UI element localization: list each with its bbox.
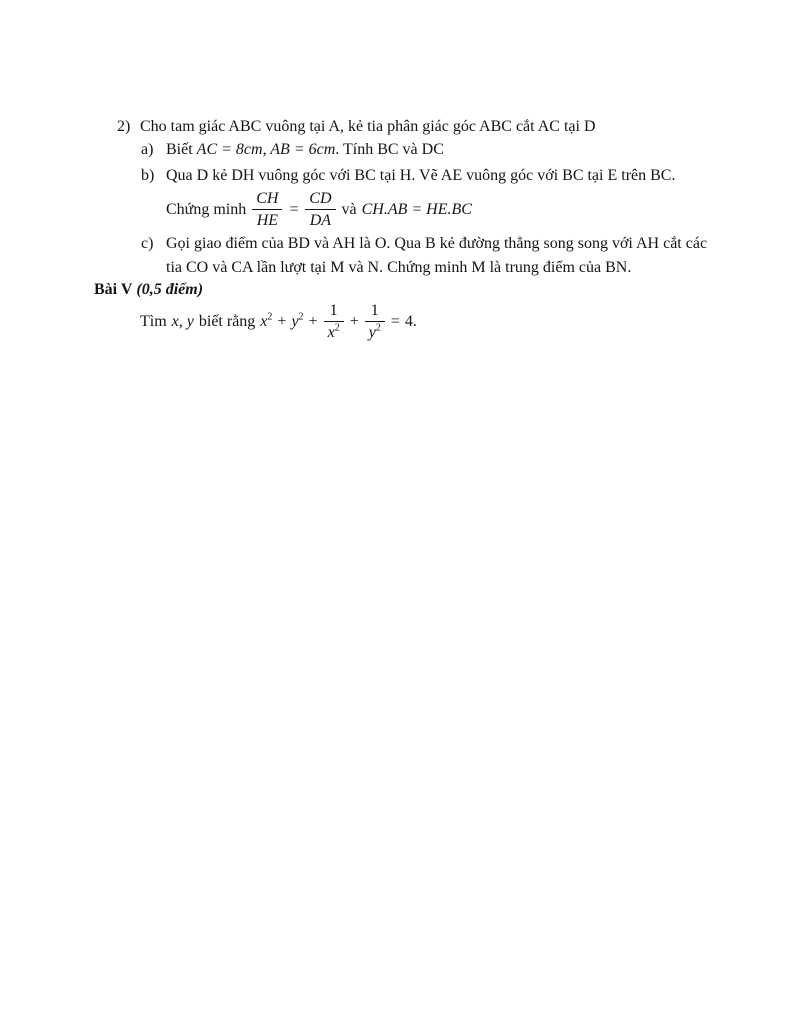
part-b-marker: b) bbox=[141, 167, 155, 184]
part-a-text bbox=[166, 141, 444, 158]
part-c-line2: tia CO và CA lần lượt tại M và N. Chứng minh M là trung điểm của BN. bbox=[166, 259, 632, 276]
part-a-math: AC = 8cm, AB = 6cm bbox=[196, 141, 336, 158]
task-variables: x, y bbox=[171, 312, 194, 330]
part-b bbox=[141, 166, 675, 186]
fraction-denominator: $y^2$ bbox=[368, 322, 381, 341]
problem-5-title: Bài V bbox=[94, 281, 133, 298]
proof-connector: và bbox=[341, 200, 357, 218]
problem-5-points: (0,5 điểm) bbox=[136, 281, 204, 298]
part-a-prefix: Biết bbox=[166, 141, 197, 158]
fraction-numerator: CD bbox=[305, 190, 335, 210]
proof-equation: CH.AB = HE.BC bbox=[361, 200, 472, 218]
part-b-text: Qua D kẻ DH vuông góc với BC tại H. Vẽ AE vuông góc với BC tại E trên BC. bbox=[166, 167, 676, 184]
problem-5-heading bbox=[94, 280, 203, 300]
part-c-marker: c) bbox=[141, 235, 154, 252]
task-lead: Tìm bbox=[140, 312, 167, 330]
plus-operator: + bbox=[308, 312, 318, 330]
part-a-suffix: . Tính BC và DC bbox=[335, 141, 444, 158]
plus-operator: + bbox=[277, 312, 287, 330]
term-y-squared: $y^2$ bbox=[291, 311, 304, 330]
part-c bbox=[141, 234, 707, 254]
task-mid: biết rằng bbox=[198, 312, 256, 330]
problem-5-task bbox=[140, 302, 417, 341]
fraction-numerator: 1 bbox=[365, 302, 385, 322]
problem-2-header bbox=[117, 117, 596, 137]
fraction-ch-he bbox=[252, 190, 282, 229]
fraction-denominator: DA bbox=[309, 212, 332, 229]
fraction-numerator: 1 bbox=[324, 302, 344, 322]
fraction-numerator: CH bbox=[252, 190, 282, 210]
result-value: 4. bbox=[404, 312, 417, 330]
fraction-denominator: HE bbox=[256, 212, 279, 229]
plus-operator: + bbox=[349, 312, 359, 330]
part-c-continued bbox=[166, 258, 631, 278]
problem-2-number: 2) bbox=[117, 118, 131, 135]
fraction-cd-da bbox=[305, 190, 335, 229]
term-x-squared: $x^2$ bbox=[260, 311, 273, 330]
part-a bbox=[141, 140, 444, 160]
part-b-proof bbox=[166, 190, 472, 229]
part-c-line1: Gọi giao điểm của BD và AH là O. Qua B kẻ đường thẳng song song với AH cắt các bbox=[166, 235, 708, 252]
equals-sign: = bbox=[390, 312, 400, 330]
proof-equals: = bbox=[288, 200, 300, 218]
fraction-one-over-x-squared bbox=[324, 302, 344, 341]
proof-lead: Chứng minh bbox=[166, 200, 247, 218]
fraction-denominator: $x^2$ bbox=[327, 322, 340, 341]
fraction-one-over-y-squared bbox=[365, 302, 385, 341]
part-a-marker: a) bbox=[141, 141, 154, 158]
problem-2-statement: Cho tam giác ABC vuông tại A, kẻ tia phân giác góc ABC cắt AC tại D bbox=[140, 118, 596, 135]
